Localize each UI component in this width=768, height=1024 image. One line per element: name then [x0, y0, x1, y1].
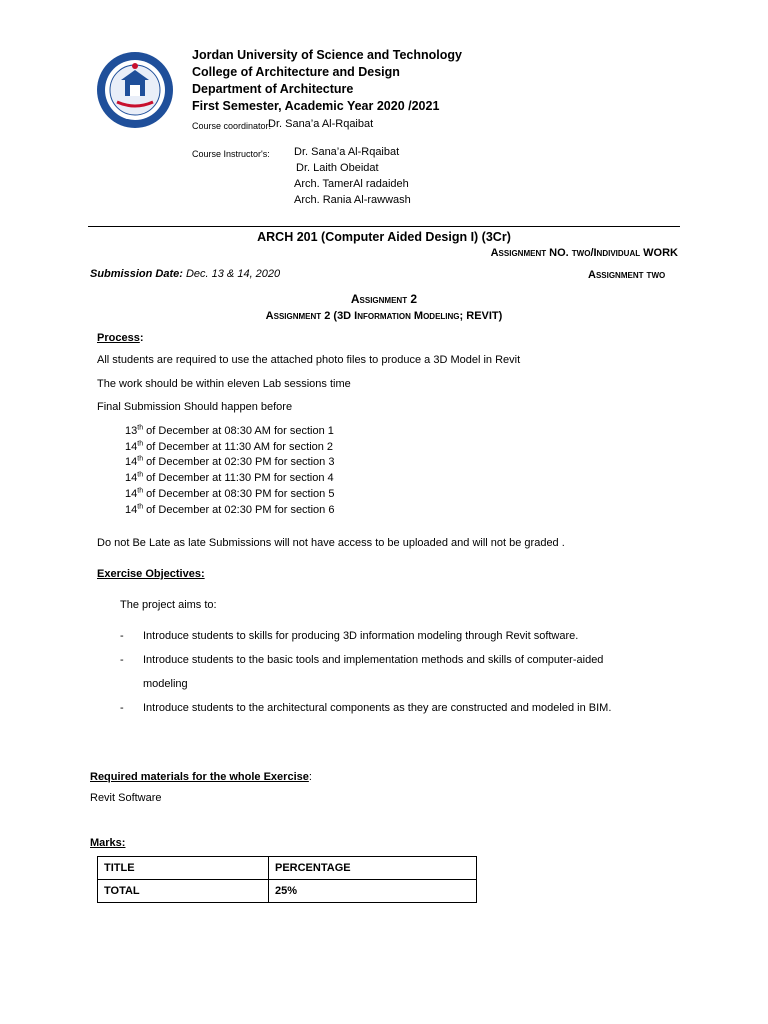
schedule-item: 14th of December at 11:30 PM for section 4: [125, 471, 334, 484]
submission-line: [90, 268, 280, 280]
instructors-label: Course Instructor's:: [192, 149, 270, 159]
course-title: ARCH 201 (Computer Aided Design I) (3Cr): [257, 230, 511, 244]
marks-heading: Marks:: [90, 837, 126, 849]
process-line: Final Submission Should happen before: [97, 401, 293, 413]
materials-heading-text: Required materials for the whole Exercise: [90, 771, 309, 783]
objectives-heading: Exercise Objectives:: [97, 568, 205, 580]
objective-item: Introduce students to skills for producing 3D information modeling through Revit software.: [143, 630, 579, 642]
objectives-intro: The project aims to:: [120, 599, 217, 611]
marks-table: [97, 856, 477, 903]
instructor-name: Arch. Rania Al-rawwash: [294, 194, 411, 206]
bullet-dash: -: [120, 654, 124, 666]
objective-item-continued: modeling: [143, 678, 188, 690]
table-row: [98, 880, 477, 903]
department-name: Department of Architecture: [192, 82, 354, 96]
assignment-two-label: Assignment two: [588, 269, 666, 281]
semester-line: First Semester, Academic Year 2020 /2021: [192, 99, 440, 113]
assignment-subheading: Assignment 2 (3D Information Modeling; REVIT): [265, 310, 503, 322]
university-logo: [95, 50, 175, 130]
objective-item: Introduce students to the basic tools and implementation methods and skills of computer-aided: [143, 654, 604, 666]
table-header-cell: PERCENTAGE: [269, 857, 477, 880]
submission-dates: Dec. 13 & 14, 2020: [185, 268, 281, 280]
divider: [88, 226, 680, 227]
schedule-item: 14th of December at 11:30 AM for section 2: [125, 440, 334, 453]
materials-item: Revit Software: [90, 792, 162, 804]
materials-heading-colon: :: [308, 771, 312, 783]
bullet-dash: -: [120, 630, 124, 642]
schedule-item: 14th of December at 02:30 PM for section 3: [125, 455, 335, 468]
bullet-dash: -: [120, 702, 124, 714]
late-notice: Do not Be Late as late Submissions will not have access to be uploaded and will not be graded .: [97, 537, 565, 549]
process-heading-colon: :: [139, 332, 144, 344]
process-line: The work should be within eleven Lab sessions time: [97, 378, 351, 390]
process-heading-text: Process: [97, 332, 140, 344]
table-row: [98, 857, 477, 880]
assignment-type: Assignment NO. two/Individual WORK: [490, 247, 678, 259]
coordinator-name: Dr. Sana’a Al-Rqaibat: [268, 118, 374, 130]
college-name: College of Architecture and Design: [192, 65, 400, 79]
process-line: All students are required to use the attached photo files to produce a 3D Model in Revit: [97, 354, 521, 366]
schedule-item: 14th of December at 02:30 PM for section 6: [125, 503, 335, 516]
submission-label: Submission Date:: [90, 268, 183, 280]
schedule-item: 13th of December at 08:30 AM for section 1: [125, 424, 334, 437]
schedule-item: 14th of December at 08:30 PM for section 5: [125, 487, 335, 500]
materials-heading: [90, 771, 312, 783]
university-name: Jordan University of Science and Technology: [192, 48, 462, 62]
table-header-cell: TITLE: [98, 857, 269, 880]
process-heading: [97, 332, 143, 344]
coordinator-label: Course coordinator:: [192, 121, 272, 131]
table-cell: 25%: [269, 880, 477, 903]
assignment-heading: Assignment 2: [350, 292, 418, 306]
objective-item: Introduce students to the architectural components as they are constructed and modeled in BIM.: [143, 702, 612, 714]
table-cell: TOTAL: [98, 880, 269, 903]
instructor-name: Dr. Laith Obeidat: [296, 162, 379, 174]
instructor-name: Arch. TamerAl radaideh: [294, 178, 409, 190]
instructor-name: Dr. Sana’a Al-Rqaibat: [294, 146, 400, 158]
